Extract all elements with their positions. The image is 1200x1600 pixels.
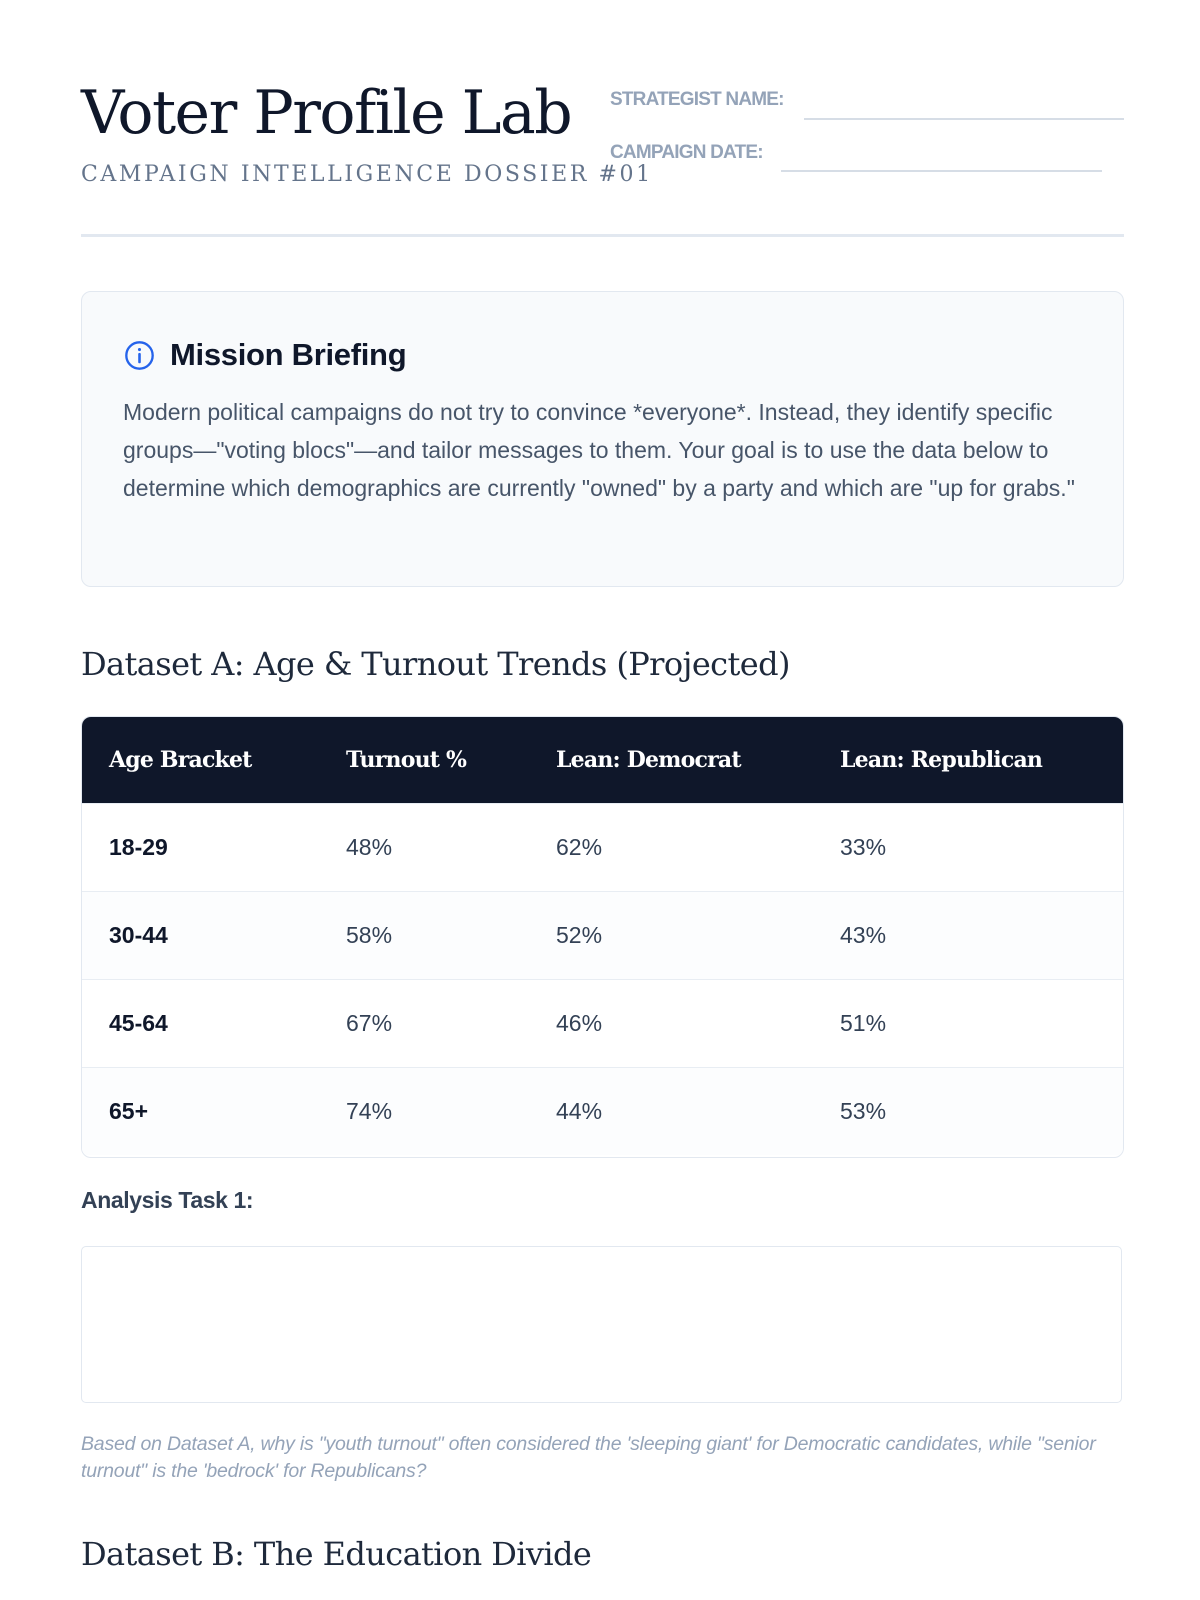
briefing-heading: Mission Briefing [170,337,407,372]
lean-republican-cell: 51% [840,1009,887,1036]
lean-democrat-cell: 52% [556,921,603,948]
campaign-date-field[interactable] [781,170,1102,172]
table-row [82,1067,1123,1155]
info-icon [124,340,155,371]
age-bracket-cell: 65+ [109,1097,149,1124]
turnout-cell: 48% [346,833,393,860]
column-header: Lean: Republican [840,746,1043,773]
analysis-task-1-hint: Based on Dataset A, why is "youth turnout" often considered the 'sleeping giant' for Democratic candidates, while "senior turnout" is the 'bedrock' for Republicans? [81,1433,1096,1482]
lean-democrat-cell: 46% [556,1009,603,1036]
column-header: Age Bracket [109,746,252,773]
lean-democrat-cell: 44% [556,1097,603,1124]
analysis-task-1-label: Analysis Task 1: [81,1187,254,1213]
table-row [82,803,1123,891]
lean-democrat-cell: 62% [556,833,603,860]
column-header: Turnout % [346,746,467,773]
campaign-date-label: CAMPAIGN DATE: [610,142,763,163]
age-bracket-cell: 30-44 [109,921,168,948]
page-subtitle: CAMPAIGN INTELLIGENCE DOSSIER #01 [81,162,653,187]
mission-briefing-card [81,291,1124,587]
strategist-name-label: STRATEGIST NAME: [610,89,784,110]
column-header: Lean: Democrat [556,746,741,773]
header-divider [81,234,1124,237]
dataset-b-heading: Dataset B: The Education Divide [81,1535,592,1573]
age-bracket-cell: 45-64 [109,1009,168,1036]
dataset-a-heading: Dataset A: Age & Turnout Trends (Projected) [81,645,790,683]
lean-republican-cell: 53% [840,1097,887,1124]
turnout-cell: 67% [346,1009,393,1036]
table-row [82,891,1123,979]
analysis-task-1-answer[interactable] [81,1246,1122,1403]
age-bracket-cell: 18-29 [109,833,168,860]
turnout-cell: 58% [346,921,393,948]
lean-republican-cell: 43% [840,921,887,948]
lean-republican-cell: 33% [840,833,887,860]
table-row [82,979,1123,1067]
table-header-row [82,717,1123,803]
strategist-name-field[interactable] [804,118,1124,120]
age-turnout-table [81,716,1124,1158]
page-title: Voter Profile Lab [81,78,572,148]
turnout-cell: 74% [346,1097,393,1124]
briefing-body: Modern political campaigns do not try to convince *everyone*. Instead, they identify specific groups—"voting blocs"—and tailor messages to them. Your goal is to use the data below to determine which demographics are currently "owned" by a party and which are "up for grabs." [123,399,1075,501]
